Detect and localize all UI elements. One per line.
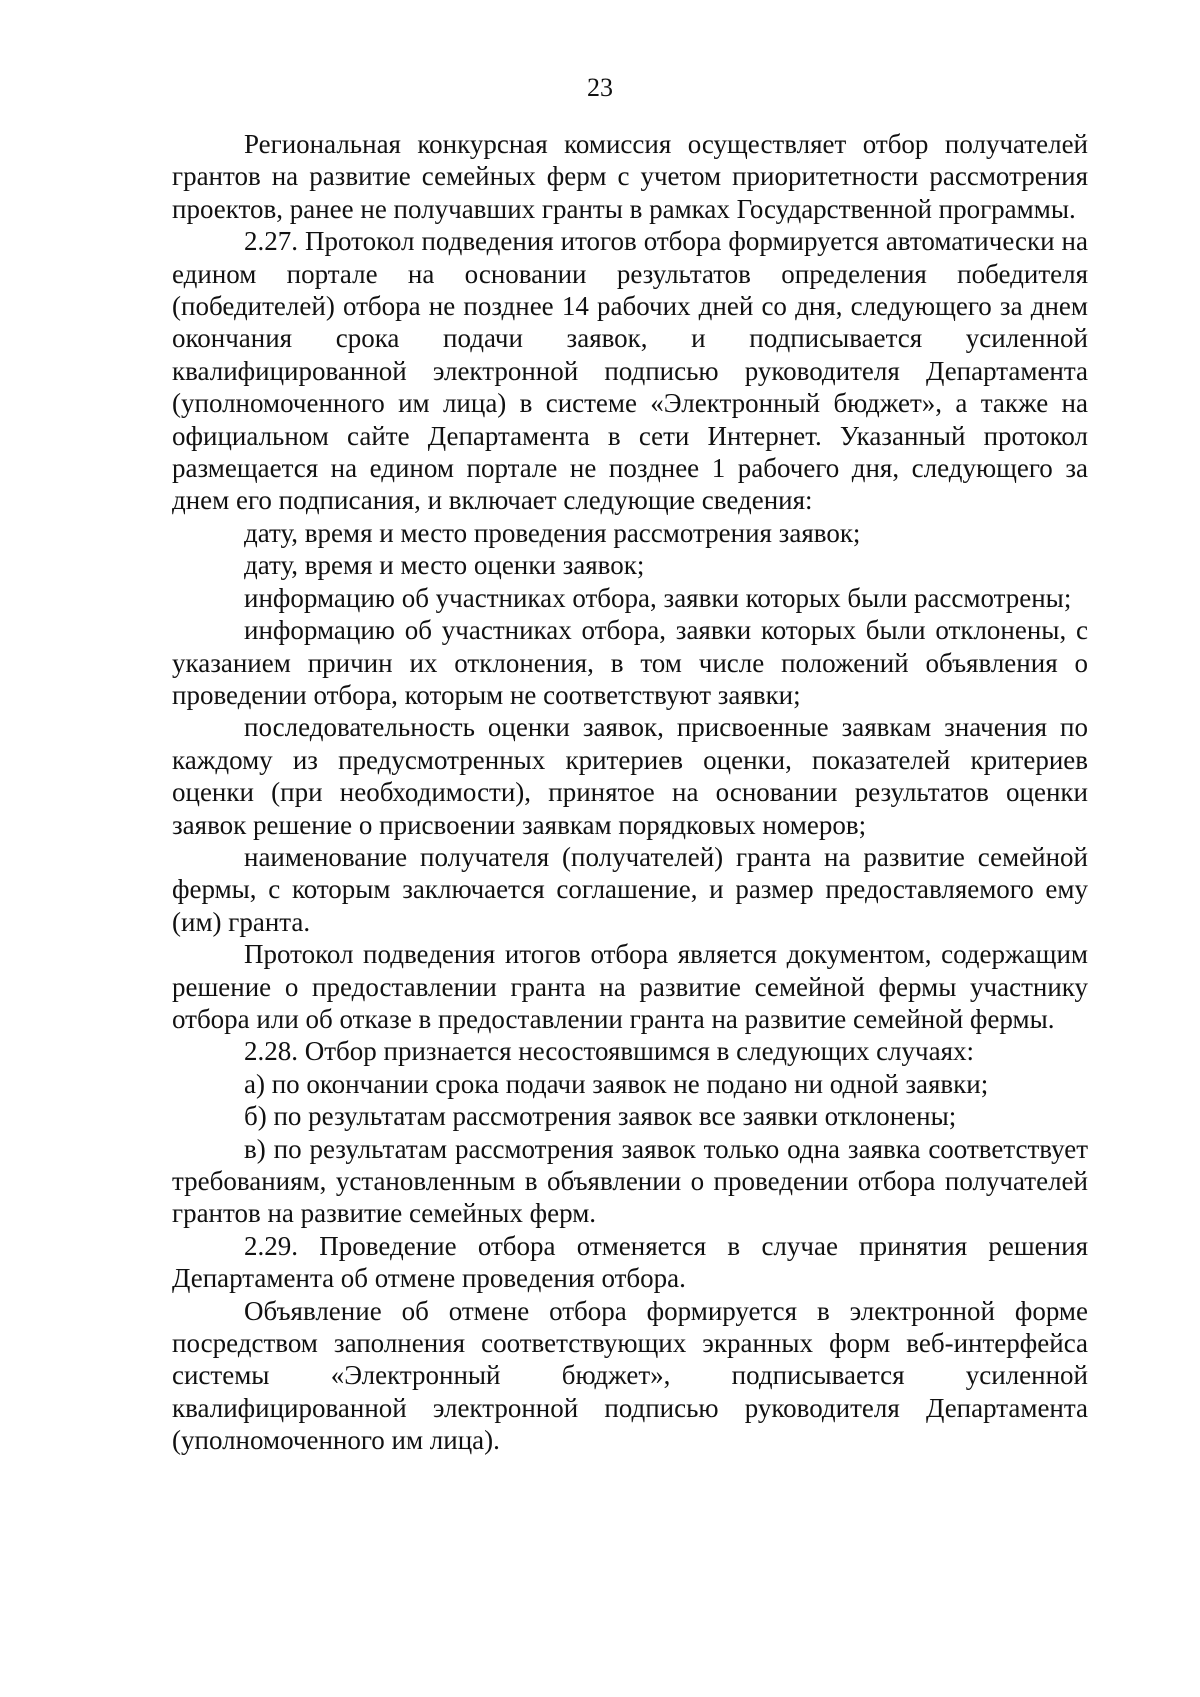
page-number: 23 — [587, 73, 613, 102]
paragraph-2-27-protocol: 2.27. Протокол подведения итогов отбора формируется автоматически на едином портале на основании результатов определения победителя (победителей) отбора не позднее 14 рабочих дней со дня, следующего за днем окончания срока подачи заявок, и подписывается усиленной квалифицированной электронной подписью руководителя Департамента (уполномоченного им лица) в системе «Электронный бюджет», а также на официальном сайте Департамента в сети Интернет. Указанный протокол размещается на едином портале не позднее 1 рабочего дня, следующего за днем его подписания, и включает следующие сведения: — [172, 226, 1088, 516]
list-item-rejected-participants: информацию об участниках отбора, заявки которых были отклонены, с указанием причин их отклонения, в том числе положений объявления о проведении отбора, которым не соответствуют заявки; — [172, 615, 1088, 710]
paragraph-2-28-failed-selection: 2.28. Отбор признается несостоявшимся в следующих случаях: — [244, 1036, 975, 1067]
list-item-reviewed-participants: информацию об участниках отбора, заявки которых были рассмотрены; — [244, 582, 1072, 613]
paragraph-commission-selection: Региональная конкурсная комиссия осуществляет отбор получателей грантов на развитие семейных ферм с учетом приоритетности рассмотрения проектов, ранее не получавших гранты в рамках Государственной программы. — [172, 129, 1088, 224]
paragraph-protocol-decision: Протокол подведения итогов отбора является документом, содержащим решение о предоставлении гранта на развитие семейной фермы участнику отбора или об отказе в предоставлении гранта на развитие семейной фермы. — [172, 939, 1088, 1034]
list-item-review-date: дату, время и место проведения рассмотрения заявок; — [244, 517, 861, 548]
list-item-evaluation-sequence: последовательность оценки заявок, присвоенные заявкам значения по каждому из предусмотренных критериев оценки, показателей критериев оценки (при необходимости), принятое на основании результатов оценки заявок решение о присвоении заявкам порядковых номеров; — [172, 712, 1088, 840]
paragraph-2-29-cancellation: 2.29. Проведение отбора отменяется в случае принятия решения Департамента об отмене проведения отбора. — [172, 1230, 1088, 1294]
list-item-evaluation-date: дату, время и место оценки заявок; — [244, 550, 645, 581]
list-item-case-a: а) по окончании срока подачи заявок не подано ни одной заявки; — [244, 1068, 989, 1099]
list-item-case-b: б) по результатам рассмотрения заявок все заявки отклонены; — [244, 1101, 957, 1132]
list-item-case-v: в) по результатам рассмотрения заявок только одна заявка соответствует требованиям, установленным в объявлении о проведении отбора получателей грантов на развитие семейных ферм. — [172, 1133, 1088, 1229]
paragraph-cancellation-announcement: Объявление об отмене отбора формируется в электронной форме посредством заполнения соответствующих экранных форм веб-интерфейса системы «Электронный бюджет», подписывается усиленной квалифицированной электронной подписью руководителя Департамента (уполномоченного им лица). — [172, 1295, 1088, 1456]
list-item-grant-recipient: наименование получателя (получателей) гранта на развитие семейной фермы, с которым заключается соглашение, и размер предоставляемого ему (им) гранта. — [172, 841, 1088, 937]
document-body — [172, 128, 1088, 1457]
